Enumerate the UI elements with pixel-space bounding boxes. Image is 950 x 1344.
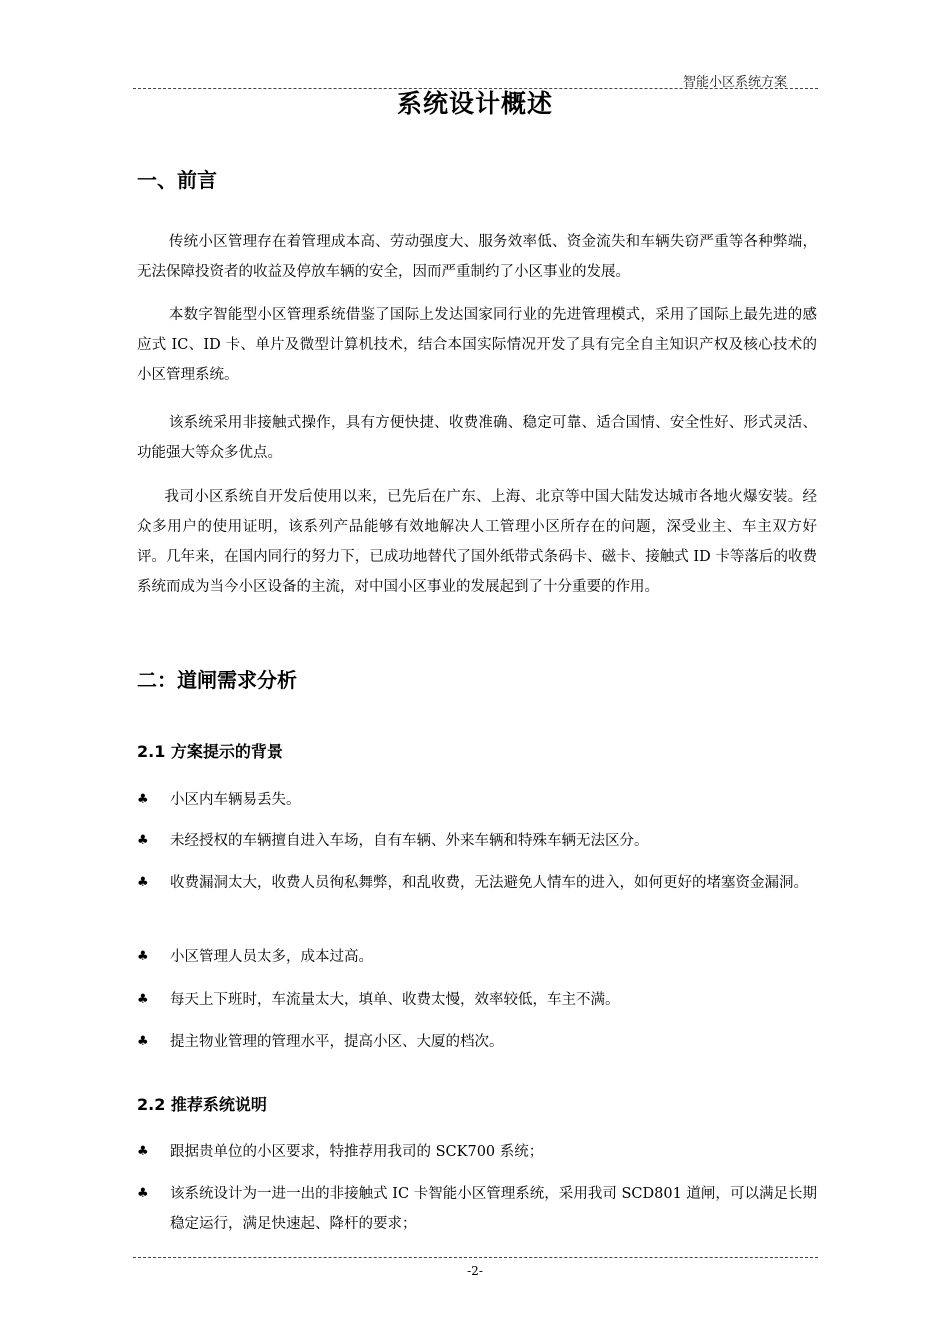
list-item: ♣ 收费漏洞太大，收费人员徇私舞弊，和乱收费，无法避免人情车的进入，如何更好的堵塞资金漏洞。 xyxy=(137,868,817,898)
footer-rule xyxy=(133,1257,818,1258)
paragraph: 本数字智能型小区管理系统借鉴了国际上发达国家同行业的先进管理模式，采用了国际上最先进的感应式 IC、ID 卡、单片及微型计算机技术，结合本国实际情况开发了具有完全自主知识产权及核心技术的小区管理系统。 xyxy=(137,307,817,383)
list-item: ♣ 小区内车辆易丢失。 xyxy=(137,785,817,815)
list-item: ♣ 提主物业管理的管理水平，提高小区、大厦的档次。 xyxy=(137,1027,817,1057)
paragraph: 传统小区管理存在着管理成本高、劳动强度大、服务效率低、资金流失和车辆失窃严重等各种弊端，无法保障投资者的收益及停放车辆的安全，因而严重制约了小区事业的发展。 xyxy=(137,234,817,280)
list-item: ♣ 未经授权的车辆擅自进入车场，自有车辆、外来车辆和特殊车辆无法区分。 xyxy=(137,826,817,856)
list-item: ♣ 跟据贵单位的小区要求，特推荐用我司的 SCK700 系统； xyxy=(137,1137,817,1167)
list-item: ♣ 小区管理人员太多，成本过高。 xyxy=(137,942,817,972)
paragraph: 我司小区系统自开发后使用以来，已先后在广东、上海、北京等中国大陆发达城市各地火爆安装。经众多用户的使用证明，该系列产品能够有效地解决人工管理小区所存在的问题，深受业主、车主双方好评。几年来，在国内同行的努力下，已成功地替代了国外纸带式条码卡、磁卡、接触式 ID 卡等落后的收费系统而成为当今小区设备的主流，对中国小区事业的发展起到了十分重要的作用。 xyxy=(137,489,817,595)
running-header: 智能小区系统方案 xyxy=(683,75,788,90)
list-item: ♣ 每天上下班时，车流量太大，填单、收费太慢，效率较低，车主不满。 xyxy=(137,985,817,1015)
club-bullet-icon: ♣ xyxy=(137,949,149,964)
section-heading-analysis: 二：道闸需求分析 xyxy=(137,668,297,692)
page-number: -2- xyxy=(467,1264,483,1278)
document-title: 系统设计概述 xyxy=(396,89,553,118)
club-bullet-icon: ♣ xyxy=(137,1144,149,1159)
subsection-heading-background: 2.1 方案提示的背景 xyxy=(137,742,283,761)
club-bullet-icon: ♣ xyxy=(137,875,149,890)
paragraph: 该系统采用非接触式操作，具有方便快捷、收费准确、稳定可靠、适合国情、安全性好、形式灵活、功能强大等众多优点。 xyxy=(137,415,817,461)
club-bullet-icon: ♣ xyxy=(137,833,149,848)
club-bullet-icon: ♣ xyxy=(137,992,149,1007)
section-heading-preface: 一、前言 xyxy=(137,168,217,192)
club-bullet-icon: ♣ xyxy=(137,792,149,807)
club-bullet-icon: ♣ xyxy=(137,1034,149,1049)
club-bullet-icon: ♣ xyxy=(137,1186,149,1201)
subsection-heading-recommendation: 2.2 推荐系统说明 xyxy=(137,1095,267,1114)
list-item: ♣ 该系统设计为一进一出的非接触式 IC 卡智能小区管理系统，采用我司 SCD801 道闸，可以满足长期稳定运行，满足快速起、降杆的要求； xyxy=(137,1179,817,1239)
